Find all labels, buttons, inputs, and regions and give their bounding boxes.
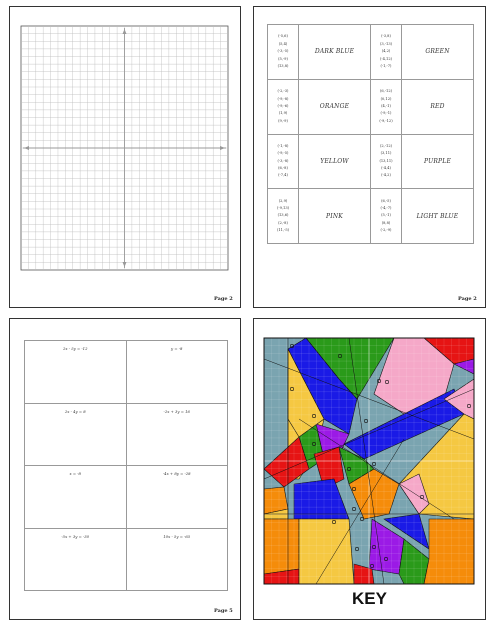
coords-cell: (-3,8) (3,-13) (4,2) (-4,12) (-1,-7)	[371, 25, 402, 80]
color-page	[253, 6, 486, 308]
coords-cell: (-2,-3) (-9,-8) (-9,-6) (1,9) (9,-9)	[268, 79, 299, 134]
color-table	[267, 24, 474, 244]
coords-cell: (6,-12) (0,12) (4,-1) (-9,-1) (-9,-12)	[371, 79, 402, 134]
color-name: YELLOW	[299, 134, 371, 189]
equation-cell: 2x - 4y = 8	[25, 403, 127, 466]
color-name: PINK	[299, 189, 371, 244]
equation-cell: x = -8	[25, 466, 127, 529]
color-name: GREEN	[402, 25, 474, 80]
color-name: LIGHT BLUE	[402, 189, 474, 244]
grid-page	[9, 6, 241, 308]
equation-cell: 10x - 5y = -65	[126, 528, 228, 591]
key-page	[253, 318, 486, 620]
equation-table	[24, 340, 228, 591]
equation-page	[9, 318, 241, 620]
coords-cell: (6,-5) (-4,-7) (5,-1) (8,8) (-2,-9)	[371, 189, 402, 244]
coords-cell: (2,9) (-9,13) (13,6) (2,-8) (11,-5)	[268, 189, 299, 244]
coords-cell: (-1,-8) (-9,-5) (-3,-8) (6,-8) (-7,4)	[268, 134, 299, 189]
equation-cell: y = -8	[126, 341, 228, 404]
coords-cell: (2,-12) (3,11) (13,11) (-4,4) (-4,2)	[371, 134, 402, 189]
equation-cell: -4x + 8y = -28	[126, 466, 228, 529]
page-number: Page 2	[214, 296, 233, 302]
page-number: Page 5	[214, 608, 233, 614]
key-label: KEY	[352, 589, 387, 608]
coordinate-grid	[10, 7, 242, 309]
equation-cell: -2x + 3y = 16	[126, 403, 228, 466]
color-name: PURPLE	[402, 134, 474, 189]
key-artwork	[254, 319, 487, 621]
color-name: ORANGE	[299, 79, 371, 134]
equation-cell: -5x + 3y = -30	[25, 528, 127, 591]
coords-cell: (-5,6) (5,4) (-3,-5) (5,-9) (13,8)	[268, 25, 299, 80]
color-name: DARK BLUE	[299, 25, 371, 80]
color-name: RED	[402, 79, 474, 134]
page-number: Page 2	[458, 296, 477, 302]
equation-cell: 2x - 5y = -12	[25, 341, 127, 404]
